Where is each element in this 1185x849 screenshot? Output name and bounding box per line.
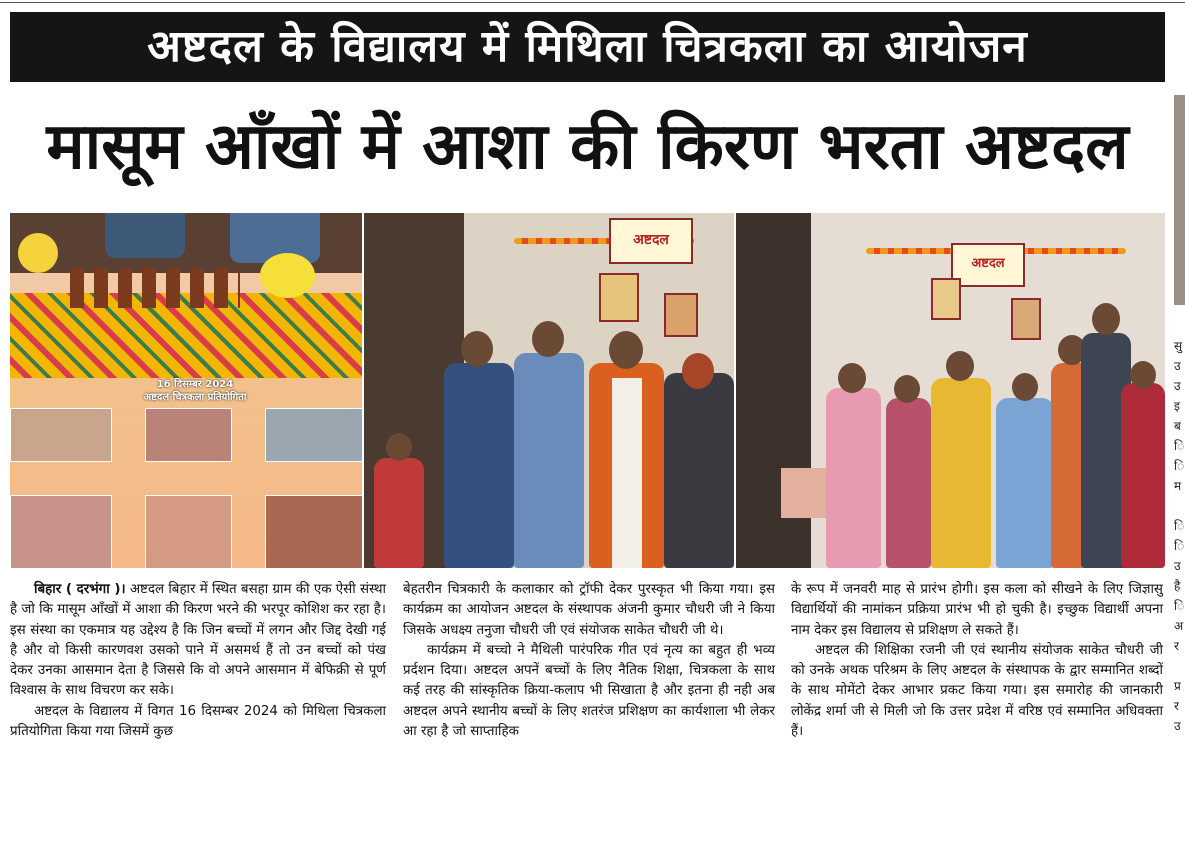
painting [1011,298,1041,340]
person-head [682,353,714,389]
adjacent-article-text: सु उ उ इ ब ि ि म ि ि उ है ि अ र प्र र उ [1174,339,1185,733]
person-head [609,331,643,369]
photo-strip [10,213,1165,568]
collage-thumb [10,495,112,568]
person [826,388,881,568]
caption-event: अष्टदल चित्रकला प्रतियोगिता [143,392,247,403]
top-rule [0,2,1185,3]
article-paragraph: अष्टदल के विद्यालय में विगत 16 दिसम्बर 2024 को मिथिला चित्रकला प्रतियोगिता किया गया जिसमें कुछ [10,703,386,740]
painting [664,293,698,337]
article-column-2 [403,580,775,742]
person-head [1012,373,1038,401]
person [444,363,514,568]
photo-group [736,213,1165,568]
photo-trophies-collage [10,213,362,568]
collage-thumb [265,408,362,462]
person-head [386,433,412,461]
sign-board: अष्टदल [609,218,693,264]
article-column-1 [10,580,386,742]
person-head [838,363,866,393]
banner-headline: अष्टदल के विद्यालय में मिथिला चित्रकला का आयोजन [10,12,1165,82]
article-paragraph: बिहार ( दरभंगा )। अष्टदल बिहार में स्थित बसहा ग्राम की एक ऐसी संस्था है जो कि मासूम आँखों में आशा की किरण भरने की भरपूर कोशिश कर रहा है। इस संस्था का एकमात्र यह उद्देश्य है कि जिन बच्चों में लगन और जिद्द देखी गई है और वो किसी कारणवश उसको पाने में असमर्थ हैं तो उन बच्चों को पंख देकर उनका आसमान देता है जिससे कि वो अपने आसमान में बेफिक्री से पूर्ण विश्वास के साथ विचरण कर सके। [10,582,386,699]
painting [931,278,961,320]
person-head [1130,361,1156,389]
collage-thumb [145,408,232,462]
person-head [532,321,564,357]
person [664,373,734,568]
person [931,378,991,568]
collage-caption [120,378,270,404]
person [886,398,931,568]
person [996,398,1054,568]
person-head [894,375,920,403]
main-headline: मासूम आँखों में आशा की किरण भरता अष्टदल [46,110,1129,184]
person [1121,383,1165,568]
person-head [1092,303,1120,335]
article-paragraph: कार्यक्रम में बच्चो ने मैथिली पारंपरिक गीत एवं नृत्य का बहुत ही भव्य प्रर्दशन दिया। अष्टदल अपनें बच्चों के लिए नैतिक शिक्षा, चित्रकला के साथ कई तरह की सांस्कृतिक क्रिया-कलाप भी सिखाता है और इतना ही नही अब अष्टदल अपने स्थानीय बच्चों के लिए शतरंज प्रशिक्षण का कार्यशाला भी लेकर आ रहा है जो साप्ताहिक [403,642,775,740]
caption-date: 16 दिसम्बर 2024 [156,379,234,390]
adjacent-article-photo [1174,95,1185,305]
article-paragraph: अष्टदल की शिक्षिका रजनी जी एवं स्थानीय संयोजक साकेत चौधरी जी को उनके अथक परिश्रम के लिए अष्टदल के संस्थापक के द्वार सम्मानित शब्दों के साथ मोमेंटो देकर आभार प्रकट किया गया। इस समारोह की जानकारी लोकेंद्र शर्मा जी से मिली जो कि उत्तर प्रदेश में वरिष्ठ एवं सम्मानित अधिवक्ता हैं। [791,642,1163,740]
sign-board: अष्टदल [951,243,1025,287]
article-paragraph: के रूप में जनवरी माह से प्रारंभ होगी। इस कला को सीखने के लिए जिज्ञासु विद्यार्थियों की नामांकन प्रक्रिया प्रारंभ भी हो चुकी है। इच्छुक विद्यार्थी अपना नाम देकर इस विद्यालय से प्रशिक्षण ले सकते हैं। [791,582,1163,638]
photo-ceremony [364,213,734,568]
person-head [946,351,974,381]
dateline: बिहार ( दरभंगा )। [34,582,126,597]
painting [599,273,639,322]
article-paragraph: बेहतरीन चित्रकारी के कलाकार को ट्रॉफी देकर पुरस्कृत भी किया गया। इस कार्यक्रम का आयोजन अष्टदल के संस्थापक अंजनी कुमार चौधरी जी ने किया जिसके अधक्ष्य तनुजा चौधरी जी एवं संयोजक साकेत चौधरी जी थे। [403,582,775,638]
collage-thumb [145,495,232,568]
person-head [461,331,493,367]
article-column-3 [791,580,1163,742]
person [514,353,584,568]
collage-thumb [10,408,112,462]
collage-thumb [265,495,362,568]
person [374,458,424,568]
